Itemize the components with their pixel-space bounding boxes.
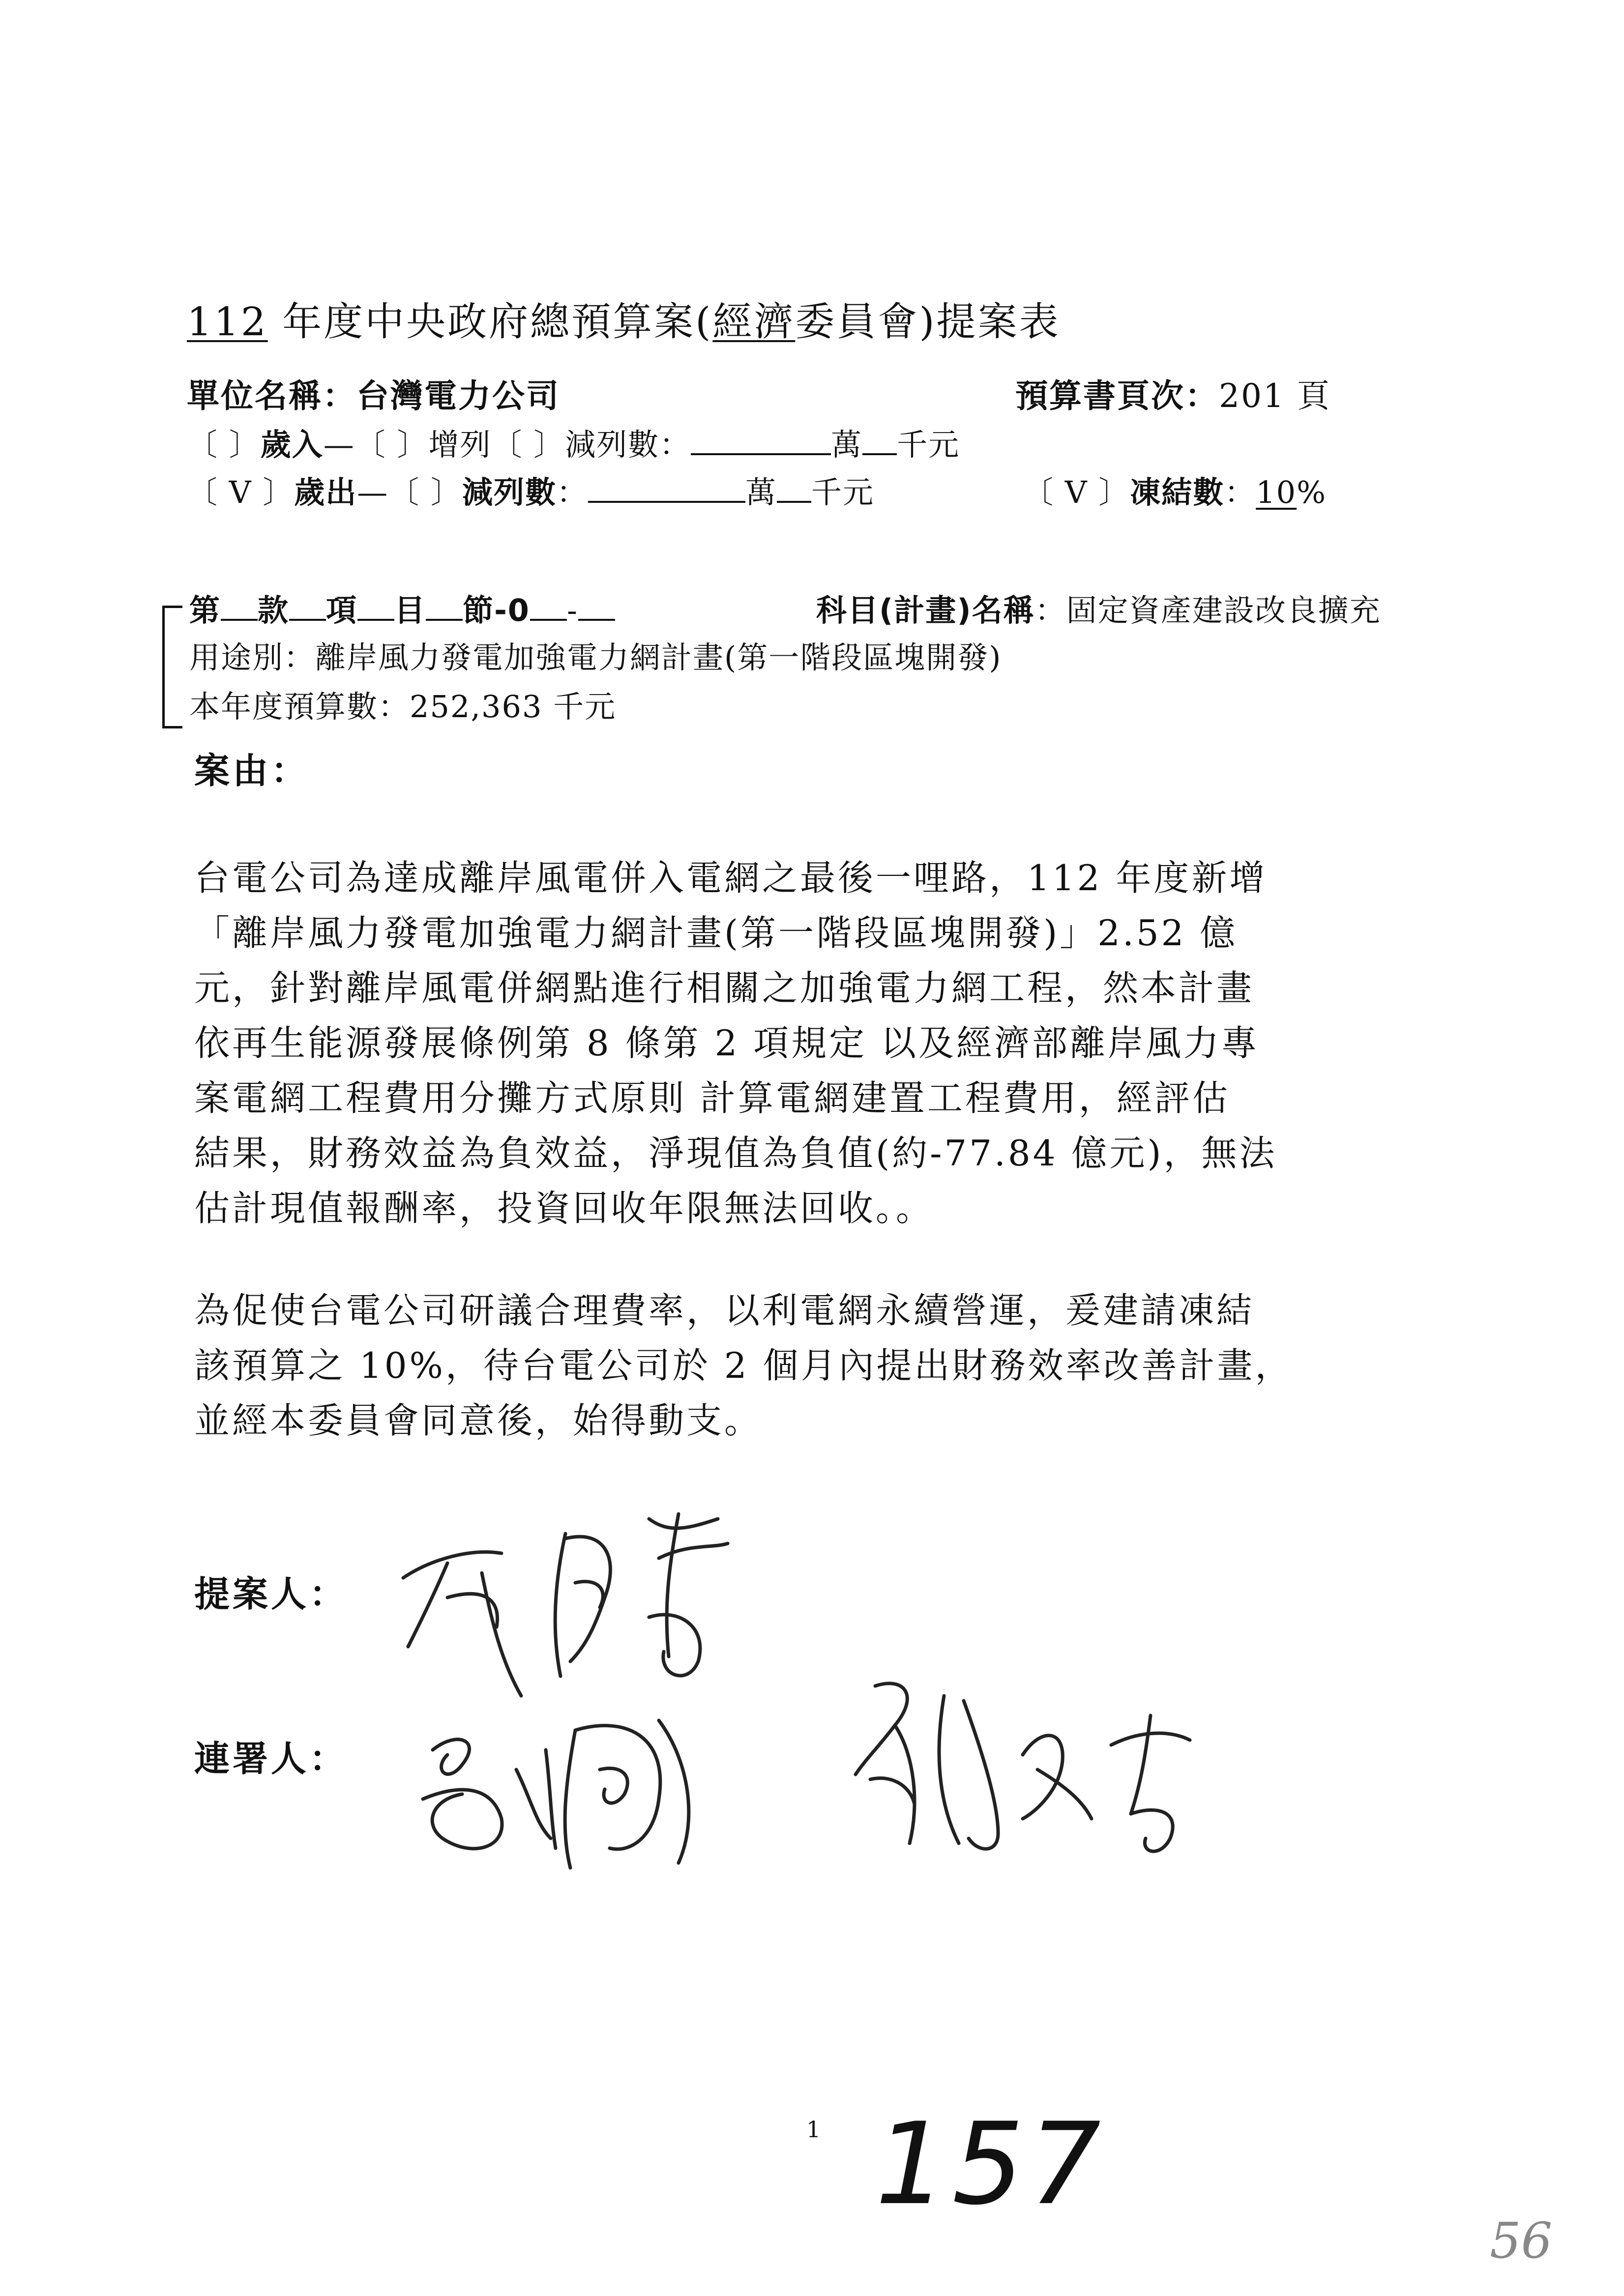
revenue-options: —〔 〕增列〔 〕減列數： (323, 427, 691, 463)
reason-line: 結果，財務效益為負效益，淨現值為負值(約-77.84 億元)，無法 (194, 1133, 1277, 1174)
reason-line: 元，針對離岸風電併網點進行相關之加強電力網工程，然本計畫 (194, 967, 1255, 1009)
reason-line: 「離岸風力發電加強電力網計畫(第一階段區塊開發)」2.52 億 (194, 912, 1238, 954)
code-mu: 目 (394, 592, 426, 628)
code-blank-6 (578, 591, 615, 621)
annual-budget: 本年度預算數：252,363 千元 (189, 689, 617, 725)
title-end: 委員會)提案表 (795, 299, 1061, 345)
freeze-unit: % (1297, 474, 1327, 510)
expense-reduce-label: 減列數 (462, 474, 557, 510)
freeze-amount (1023, 468, 1327, 512)
code-kuan: 款 (258, 592, 290, 628)
revenue-checkbox: 〔 〕 (187, 427, 261, 463)
cosigner-label: 連署人： (194, 1738, 348, 1779)
expense-dash: —〔 〕 (357, 474, 462, 510)
purpose-line: 用途別：離岸風力發電加強電力網計畫(第一階段區塊開發) (189, 639, 1002, 675)
expense-colon: ： (556, 474, 588, 510)
code-blank-3 (357, 591, 394, 621)
corner-number: 56 (1490, 2212, 1553, 2269)
revenue-qian: 千元 (897, 427, 960, 463)
subject-name (816, 586, 1381, 630)
reason-line: 為促使台電公司研議合理費率，以利電網永續營運，爰建請凍結 (194, 1290, 1255, 1331)
revenue-line (187, 420, 960, 464)
cosigner-signature-2 (836, 1657, 1259, 1863)
code-xiang: 項 (326, 592, 358, 628)
stamp-number: 157 (875, 2099, 1106, 2230)
section-code (189, 586, 615, 630)
expense-label: 歲出 (294, 474, 357, 510)
freeze-value: 10 (1256, 474, 1297, 510)
subject-value: 固定資產建設改良擴充 (1066, 592, 1381, 628)
expense-checkbox: 〔 V 〕 (187, 474, 295, 510)
reason-label: 案由： (194, 750, 310, 791)
reason-line: 估計現值報酬率，投資回收年限無法回收。。 (194, 1188, 934, 1229)
subject-colon: ： (1034, 592, 1066, 628)
title-committee: 經濟 (712, 299, 796, 345)
reason-paragraph-1 (194, 850, 1453, 1236)
section-bracket (162, 606, 182, 728)
reason-line: 該預算之 10%，待台電公司於 2 個月內提出財務效率改善計畫， (194, 1345, 1293, 1386)
reason-line: 案電網工程費用分攤方式原則 計算電網建置工程費用，經評估 (194, 1077, 1230, 1119)
unit-label: 單位名稱： (187, 377, 356, 415)
expense-line (187, 468, 874, 512)
title-mid: 年度中央政府總預算案( (267, 299, 713, 345)
unit-name (187, 370, 560, 416)
reason-line: 台電公司為達成離岸風電併入電網之最後一哩路，112 年度新增 (194, 857, 1268, 899)
budget-page (1015, 370, 1331, 416)
revenue-wan: 萬 (831, 427, 863, 463)
revenue-wan-blank (691, 426, 831, 455)
revenue-label: 歲入 (260, 427, 324, 463)
unit-value: 台灣電力公司 (356, 377, 560, 415)
code-dash: - (566, 592, 578, 628)
expense-qian-blank (777, 473, 811, 503)
cosigner-signature-1 (403, 1671, 777, 1878)
page-number: 1 (806, 2116, 821, 2143)
code-jie: 節-0 (463, 592, 530, 628)
code-blank-4 (426, 591, 463, 621)
freeze-label: 凍結數 (1130, 474, 1225, 510)
code-blank-2 (289, 591, 326, 621)
page-label: 預算書頁次： (1015, 377, 1219, 415)
code-blank-1 (221, 591, 258, 621)
freeze-checkbox: 〔 V 〕 (1023, 474, 1130, 510)
code-di: 第 (189, 592, 221, 628)
revenue-qian-blank (862, 426, 897, 455)
code-blank-5 (530, 591, 567, 621)
expense-qian: 千元 (811, 474, 874, 510)
expense-wan: 萬 (745, 474, 777, 510)
reason-line: 依再生能源發展條例第 8 條第 2 項規定 以及經濟部離岸風力專 (194, 1022, 1260, 1064)
title-year: 112 (187, 299, 268, 345)
freeze-colon: ： (1224, 474, 1256, 510)
reason-paragraph-2 (194, 1283, 1453, 1448)
page-value: 201 頁 (1219, 377, 1331, 415)
subject-label: 科目(計畫)名稱 (816, 592, 1035, 628)
form-title (187, 290, 1061, 347)
expense-wan-blank (588, 473, 745, 503)
reason-line: 並經本委員會同意後，始得動支。 (194, 1400, 763, 1441)
proposer-label: 提案人： (194, 1573, 348, 1615)
